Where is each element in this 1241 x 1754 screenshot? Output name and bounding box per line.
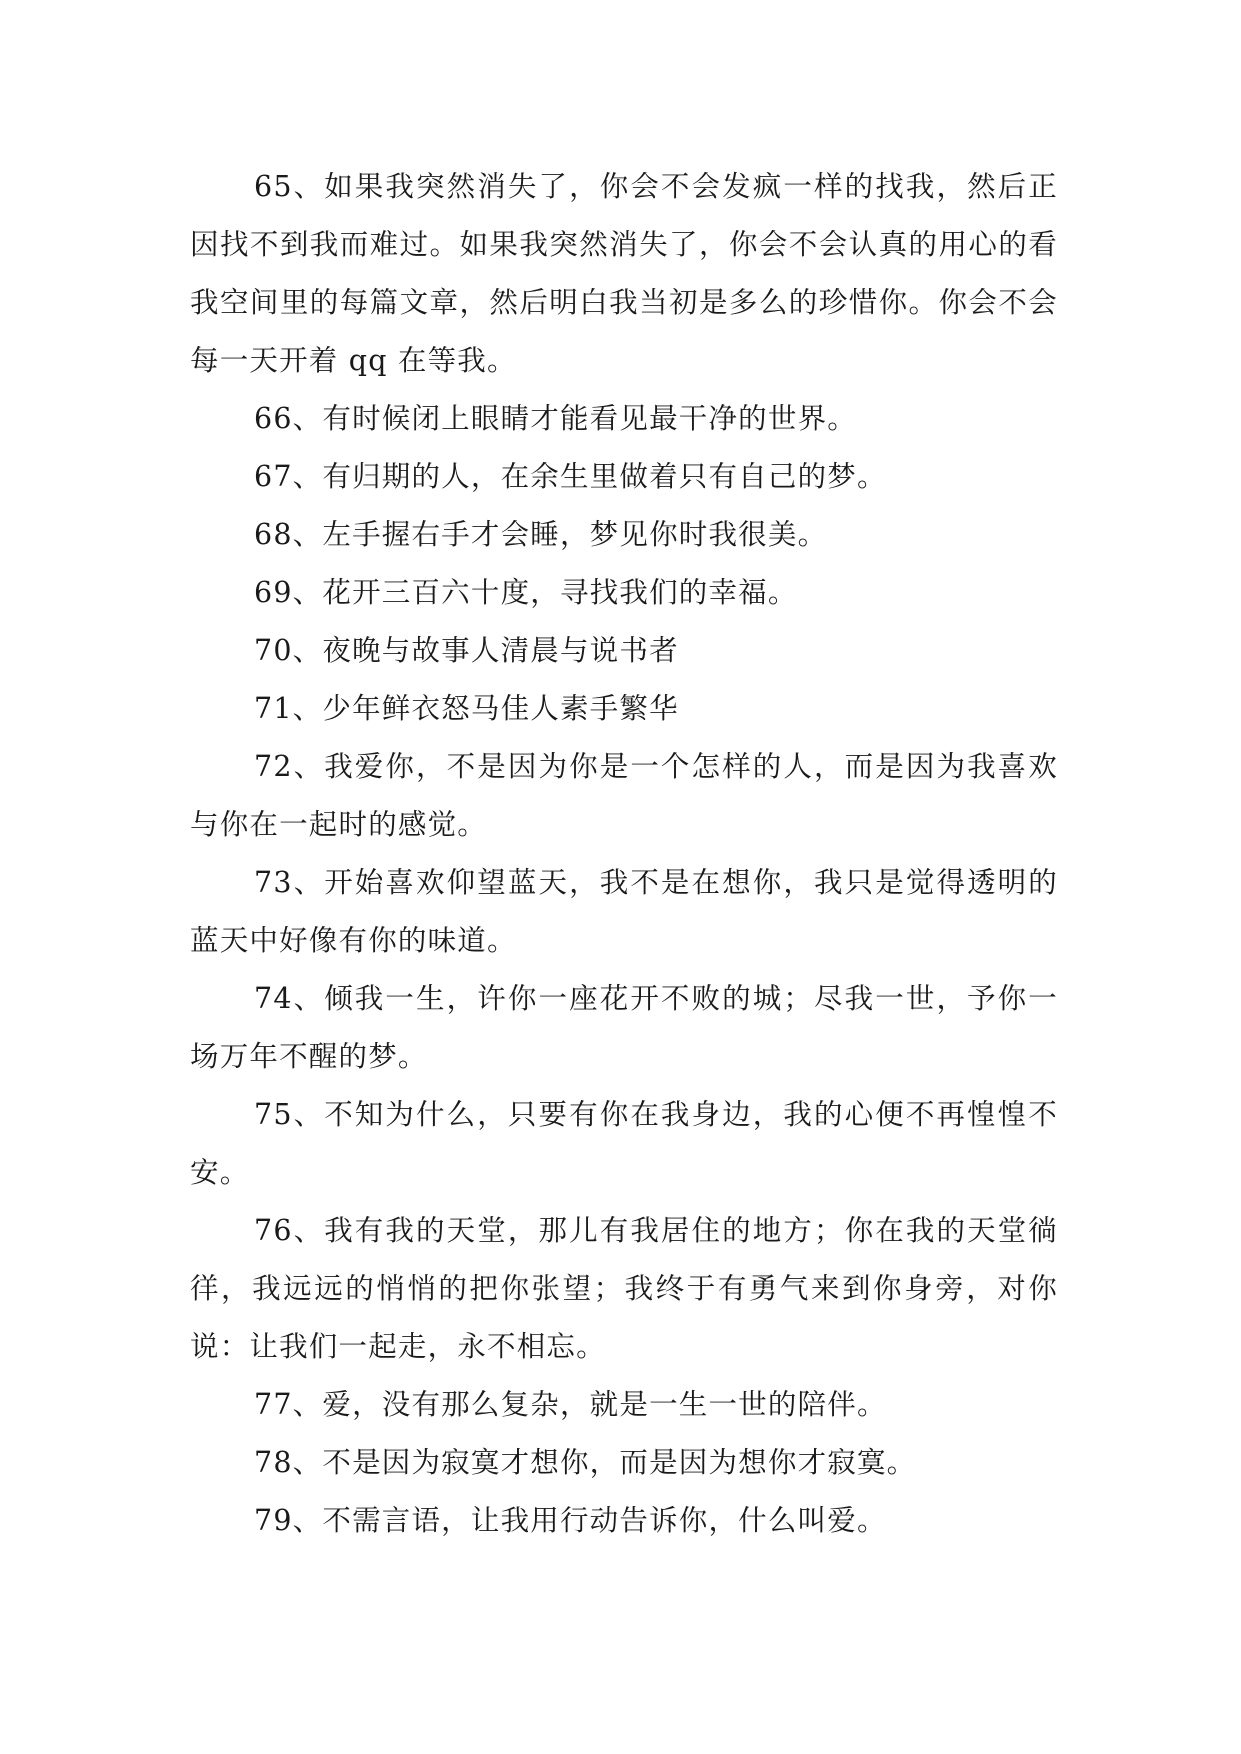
paragraph-77: 77、爱，没有那么复杂，就是一生一世的陪伴。 xyxy=(254,1388,887,1421)
paragraph-65: 65、如果我突然消失了，你会不会发疯一样的找我，然后正因找不到我而难过。如果我突然消失了，你会不会认真的用心的看我空间里的每篇文章，然后明白我当初是多么的珍惜你。你会不会每一天开着 qq 在等我。 xyxy=(190,170,1058,377)
paragraph-66: 66、有时候闭上眼睛才能看见最干净的世界。 xyxy=(254,402,857,435)
paragraph-70: 70、夜晚与故事人清晨与说书者 xyxy=(254,634,679,667)
paragraph-78: 78、不是因为寂寞才想你，而是因为想你才寂寞。 xyxy=(254,1446,917,1479)
paragraph-76: 76、我有我的天堂，那儿有我居住的地方；你在我的天堂徜徉，我远远的悄悄的把你张望；我终于有勇气来到你身旁，对你说：让我们一起走，永不相忘。 xyxy=(190,1214,1058,1363)
paragraph-79: 79、不需言语，让我用行动告诉你，什么叫爱。 xyxy=(254,1504,887,1537)
paragraph-72: 72、我爱你，不是因为你是一个怎样的人，而是因为我喜欢与你在一起时的感觉。 xyxy=(190,750,1058,841)
paragraph-75: 75、不知为什么，只要有你在我身边，我的心便不再惶惶不安。 xyxy=(190,1098,1058,1189)
paragraph-69: 69、花开三百六十度，寻找我们的幸福。 xyxy=(254,576,798,609)
paragraph-68: 68、左手握右手才会睡，梦见你时我很美。 xyxy=(254,518,828,551)
document-body xyxy=(190,158,1058,1550)
paragraph-67: 67、有归期的人，在余生里做着只有自己的梦。 xyxy=(254,460,887,493)
paragraph-73: 73、开始喜欢仰望蓝天，我不是在想你，我只是觉得透明的蓝天中好像有你的味道。 xyxy=(190,866,1058,957)
paragraph-71: 71、少年鲜衣怒马佳人素手繁华 xyxy=(254,692,679,725)
paragraph-74: 74、倾我一生，许你一座花开不败的城；尽我一世，予你一场万年不醒的梦。 xyxy=(190,982,1058,1073)
